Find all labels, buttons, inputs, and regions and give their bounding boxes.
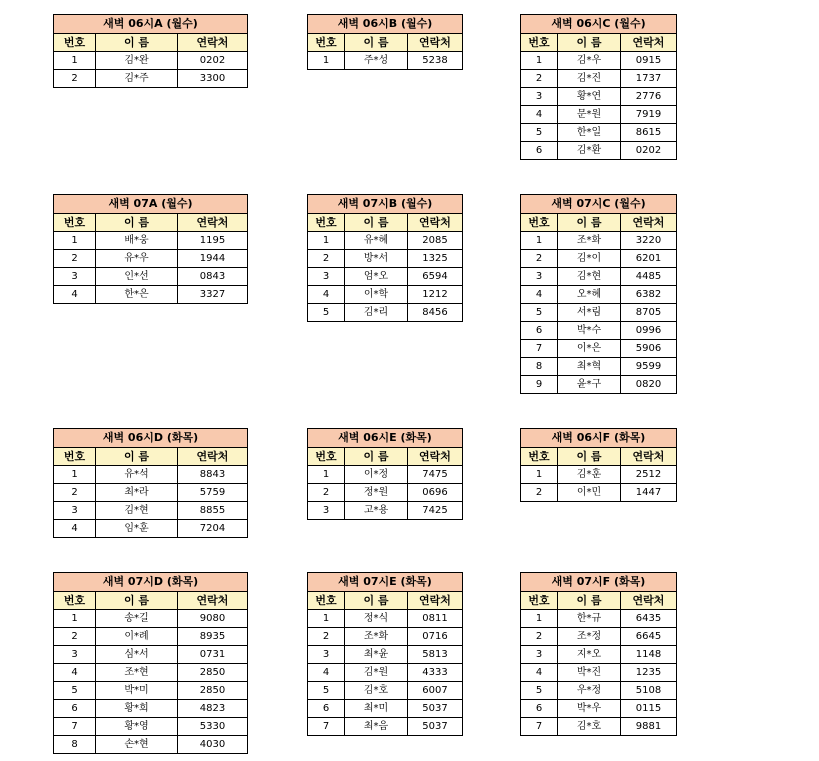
cell-name: 한*규 xyxy=(558,610,621,628)
header-contact: 연락처 xyxy=(621,592,677,610)
cell-name: 김*훈 xyxy=(558,466,621,484)
cell-number: 1 xyxy=(521,232,558,250)
cell-contact: 7425 xyxy=(408,502,463,520)
class-table xyxy=(53,14,248,88)
table-row xyxy=(308,718,463,736)
cell-contact: 4823 xyxy=(178,700,248,718)
table-row xyxy=(308,250,463,268)
header-contact: 연락처 xyxy=(408,448,463,466)
cell-name: 김*현 xyxy=(558,268,621,286)
cell-number: 3 xyxy=(54,502,96,520)
table-row xyxy=(54,628,248,646)
cell-number: 7 xyxy=(54,718,96,736)
cell-number: 3 xyxy=(521,88,558,106)
cell-name: 김*원 xyxy=(345,664,408,682)
table-row xyxy=(521,52,677,70)
header-name: 이 름 xyxy=(96,214,178,232)
cell-contact: 5238 xyxy=(408,52,463,70)
class-title: 새벽 06시B (월수) xyxy=(308,15,463,34)
table-row xyxy=(521,358,677,376)
class-table xyxy=(307,14,463,70)
cell-name: 최*윤 xyxy=(345,646,408,664)
table-row xyxy=(54,682,248,700)
class-title: 새벽 07시E (화목) xyxy=(308,573,463,592)
header-contact: 연락처 xyxy=(621,448,677,466)
cell-name: 손*현 xyxy=(96,736,178,754)
table-row xyxy=(54,736,248,754)
table-row xyxy=(54,646,248,664)
table-row xyxy=(54,700,248,718)
header-contact: 연락처 xyxy=(408,34,463,52)
table-row xyxy=(54,268,248,286)
cell-contact: 1212 xyxy=(408,286,463,304)
cell-name: 이*학 xyxy=(345,286,408,304)
cell-name: 송*길 xyxy=(96,610,178,628)
header-name: 이 름 xyxy=(558,214,621,232)
table-row xyxy=(54,520,248,538)
cell-number: 4 xyxy=(521,286,558,304)
cell-contact: 0820 xyxy=(621,376,677,394)
table-row xyxy=(521,340,677,358)
cell-name: 박*우 xyxy=(558,700,621,718)
cell-name: 김*현 xyxy=(96,502,178,520)
class-title: 새벽 07시D (화목) xyxy=(54,573,248,592)
table-row xyxy=(308,466,463,484)
cell-name: 우*정 xyxy=(558,682,621,700)
cell-name: 김*주 xyxy=(96,70,178,88)
cell-name: 이*정 xyxy=(345,466,408,484)
cell-number: 4 xyxy=(521,664,558,682)
cell-contact: 5037 xyxy=(408,718,463,736)
table-row xyxy=(521,322,677,340)
class-table xyxy=(520,194,677,394)
cell-number: 2 xyxy=(521,628,558,646)
header-name: 이 름 xyxy=(345,592,408,610)
table-row xyxy=(308,304,463,322)
cell-number: 7 xyxy=(521,718,558,736)
table-row xyxy=(54,466,248,484)
cell-contact: 3327 xyxy=(178,286,248,304)
class-title: 새벽 07A (월수) xyxy=(54,195,248,214)
cell-name: 배*웅 xyxy=(96,232,178,250)
cell-number: 7 xyxy=(308,718,345,736)
cell-number: 2 xyxy=(54,70,96,88)
cell-contact: 8855 xyxy=(178,502,248,520)
cell-name: 유*석 xyxy=(96,466,178,484)
cell-contact: 8456 xyxy=(408,304,463,322)
class-title: 새벽 06시E (화목) xyxy=(308,429,463,448)
table-row xyxy=(54,664,248,682)
cell-name: 최*미 xyxy=(345,700,408,718)
cell-number: 3 xyxy=(54,268,96,286)
cell-name: 황*영 xyxy=(96,718,178,736)
header-name: 이 름 xyxy=(558,448,621,466)
cell-name: 한*일 xyxy=(558,124,621,142)
header-contact: 연락처 xyxy=(178,214,248,232)
header-number: 번호 xyxy=(54,592,96,610)
cell-name: 주*성 xyxy=(345,52,408,70)
cell-contact: 0915 xyxy=(621,52,677,70)
header-name: 이 름 xyxy=(345,448,408,466)
cell-contact: 0696 xyxy=(408,484,463,502)
cell-contact: 5759 xyxy=(178,484,248,502)
cell-name: 엄*오 xyxy=(345,268,408,286)
cell-name: 김*리 xyxy=(345,304,408,322)
cell-name: 최*음 xyxy=(345,718,408,736)
header-number: 번호 xyxy=(308,214,345,232)
cell-name: 문*원 xyxy=(558,106,621,124)
table-row xyxy=(308,700,463,718)
cell-contact: 0202 xyxy=(621,142,677,160)
cell-number: 3 xyxy=(308,268,345,286)
table-row xyxy=(308,664,463,682)
cell-number: 4 xyxy=(54,520,96,538)
table-row xyxy=(54,502,248,520)
table-row xyxy=(521,268,677,286)
cell-number: 1 xyxy=(54,466,96,484)
cell-number: 9 xyxy=(521,376,558,394)
header-number: 번호 xyxy=(521,592,558,610)
cell-number: 3 xyxy=(521,268,558,286)
cell-number: 3 xyxy=(521,646,558,664)
cell-contact: 1447 xyxy=(621,484,677,502)
cell-contact: 1737 xyxy=(621,70,677,88)
cell-contact: 1195 xyxy=(178,232,248,250)
table-row xyxy=(308,628,463,646)
cell-number: 4 xyxy=(54,664,96,682)
class-table xyxy=(520,14,677,160)
cell-name: 황*연 xyxy=(558,88,621,106)
class-title: 새벽 07시F (화목) xyxy=(521,573,677,592)
cell-number: 8 xyxy=(54,736,96,754)
cell-contact: 2512 xyxy=(621,466,677,484)
cell-contact: 9080 xyxy=(178,610,248,628)
cell-number: 3 xyxy=(54,646,96,664)
cell-contact: 2085 xyxy=(408,232,463,250)
table-row xyxy=(521,250,677,268)
table-row xyxy=(521,232,677,250)
header-number: 번호 xyxy=(54,448,96,466)
cell-contact: 6645 xyxy=(621,628,677,646)
cell-name: 방*서 xyxy=(345,250,408,268)
table-row xyxy=(521,718,677,736)
cell-number: 1 xyxy=(54,610,96,628)
class-table xyxy=(53,194,248,304)
cell-number: 2 xyxy=(54,628,96,646)
class-table xyxy=(520,572,677,736)
cell-number: 6 xyxy=(521,322,558,340)
cell-name: 조*화 xyxy=(345,628,408,646)
class-title: 새벽 07시C (월수) xyxy=(521,195,677,214)
cell-number: 8 xyxy=(521,358,558,376)
header-name: 이 름 xyxy=(96,34,178,52)
table-row xyxy=(521,628,677,646)
table-row xyxy=(308,502,463,520)
cell-number: 5 xyxy=(308,682,345,700)
header-name: 이 름 xyxy=(558,592,621,610)
cell-number: 1 xyxy=(308,52,345,70)
table-row xyxy=(308,286,463,304)
cell-name: 심*서 xyxy=(96,646,178,664)
cell-name: 임*훈 xyxy=(96,520,178,538)
cell-number: 2 xyxy=(308,250,345,268)
cell-name: 박*진 xyxy=(558,664,621,682)
cell-number: 2 xyxy=(521,484,558,502)
class-table xyxy=(307,194,463,322)
cell-contact: 8935 xyxy=(178,628,248,646)
cell-contact: 7204 xyxy=(178,520,248,538)
cell-contact: 0716 xyxy=(408,628,463,646)
cell-number: 2 xyxy=(521,70,558,88)
cell-contact: 2850 xyxy=(178,682,248,700)
cell-number: 2 xyxy=(308,628,345,646)
cell-contact: 7919 xyxy=(621,106,677,124)
cell-contact: 5330 xyxy=(178,718,248,736)
cell-name: 이*민 xyxy=(558,484,621,502)
header-number: 번호 xyxy=(54,34,96,52)
cell-contact: 3220 xyxy=(621,232,677,250)
cell-number: 5 xyxy=(521,682,558,700)
header-name: 이 름 xyxy=(345,214,408,232)
cell-number: 4 xyxy=(308,286,345,304)
class-table xyxy=(53,428,248,538)
header-number: 번호 xyxy=(521,214,558,232)
cell-number: 1 xyxy=(54,232,96,250)
cell-name: 조*현 xyxy=(96,664,178,682)
cell-name: 김*우 xyxy=(558,52,621,70)
cell-number: 2 xyxy=(308,484,345,502)
cell-number: 6 xyxy=(54,700,96,718)
cell-name: 인*선 xyxy=(96,268,178,286)
class-table xyxy=(307,428,463,520)
header-contact: 연락처 xyxy=(408,592,463,610)
cell-contact: 4333 xyxy=(408,664,463,682)
cell-number: 4 xyxy=(54,286,96,304)
cell-contact: 5037 xyxy=(408,700,463,718)
cell-contact: 5813 xyxy=(408,646,463,664)
header-contact: 연락처 xyxy=(178,448,248,466)
header-number: 번호 xyxy=(308,448,345,466)
cell-contact: 3300 xyxy=(178,70,248,88)
cell-contact: 7475 xyxy=(408,466,463,484)
cell-name: 한*은 xyxy=(96,286,178,304)
cell-contact: 0115 xyxy=(621,700,677,718)
class-title: 새벽 06시F (화목) xyxy=(521,429,677,448)
table-row xyxy=(521,484,677,502)
cell-number: 3 xyxy=(308,502,345,520)
table-row xyxy=(521,664,677,682)
table-row xyxy=(54,718,248,736)
cell-number: 5 xyxy=(54,682,96,700)
table-row xyxy=(308,682,463,700)
cell-contact: 0996 xyxy=(621,322,677,340)
table-row xyxy=(521,646,677,664)
cell-name: 이*은 xyxy=(558,340,621,358)
header-contact: 연락처 xyxy=(178,34,248,52)
cell-number: 1 xyxy=(54,52,96,70)
cell-name: 김*완 xyxy=(96,52,178,70)
cell-name: 김*호 xyxy=(345,682,408,700)
header-number: 번호 xyxy=(54,214,96,232)
cell-number: 1 xyxy=(521,610,558,628)
table-row xyxy=(308,52,463,70)
cell-name: 고*용 xyxy=(345,502,408,520)
header-number: 번호 xyxy=(521,34,558,52)
cell-contact: 2850 xyxy=(178,664,248,682)
cell-name: 유*우 xyxy=(96,250,178,268)
table-row xyxy=(308,484,463,502)
cell-contact: 1944 xyxy=(178,250,248,268)
header-name: 이 름 xyxy=(96,592,178,610)
cell-name: 윤*구 xyxy=(558,376,621,394)
cell-contact: 8705 xyxy=(621,304,677,322)
table-row xyxy=(521,142,677,160)
cell-contact: 4485 xyxy=(621,268,677,286)
table-row xyxy=(521,376,677,394)
table-row xyxy=(521,304,677,322)
table-row xyxy=(521,682,677,700)
cell-number: 1 xyxy=(521,466,558,484)
cell-contact: 9599 xyxy=(621,358,677,376)
cell-name: 황*희 xyxy=(96,700,178,718)
cell-number: 2 xyxy=(54,250,96,268)
cell-contact: 6435 xyxy=(621,610,677,628)
cell-contact: 5906 xyxy=(621,340,677,358)
cell-number: 1 xyxy=(521,52,558,70)
header-contact: 연락처 xyxy=(408,214,463,232)
header-name: 이 름 xyxy=(96,448,178,466)
cell-name: 정*원 xyxy=(345,484,408,502)
cell-number: 4 xyxy=(521,106,558,124)
cell-name: 서*림 xyxy=(558,304,621,322)
cell-number: 5 xyxy=(521,304,558,322)
table-row xyxy=(54,250,248,268)
cell-name: 김*호 xyxy=(558,718,621,736)
cell-name: 김*이 xyxy=(558,250,621,268)
class-title: 새벽 06시D (화목) xyxy=(54,429,248,448)
cell-number: 5 xyxy=(308,304,345,322)
cell-contact: 6007 xyxy=(408,682,463,700)
cell-name: 조*정 xyxy=(558,628,621,646)
cell-name: 유*혜 xyxy=(345,232,408,250)
cell-number: 4 xyxy=(308,664,345,682)
table-row xyxy=(54,52,248,70)
table-row xyxy=(308,646,463,664)
table-row xyxy=(54,610,248,628)
cell-number: 1 xyxy=(308,466,345,484)
table-row xyxy=(521,700,677,718)
cell-contact: 2776 xyxy=(621,88,677,106)
cell-number: 1 xyxy=(308,232,345,250)
header-contact: 연락처 xyxy=(621,34,677,52)
header-contact: 연락처 xyxy=(178,592,248,610)
cell-name: 김*진 xyxy=(558,70,621,88)
table-row xyxy=(54,484,248,502)
cell-number: 6 xyxy=(521,700,558,718)
cell-number: 5 xyxy=(521,124,558,142)
cell-contact: 9881 xyxy=(621,718,677,736)
cell-contact: 5108 xyxy=(621,682,677,700)
table-row xyxy=(521,88,677,106)
header-name: 이 름 xyxy=(345,34,408,52)
cell-contact: 6382 xyxy=(621,286,677,304)
cell-name: 지*오 xyxy=(558,646,621,664)
table-row xyxy=(308,610,463,628)
class-title: 새벽 06시A (월수) xyxy=(54,15,248,34)
cell-contact: 0731 xyxy=(178,646,248,664)
cell-number: 2 xyxy=(54,484,96,502)
cell-contact: 0202 xyxy=(178,52,248,70)
cell-contact: 4030 xyxy=(178,736,248,754)
cell-name: 이*례 xyxy=(96,628,178,646)
table-row xyxy=(521,286,677,304)
table-row xyxy=(308,232,463,250)
cell-contact: 1235 xyxy=(621,664,677,682)
table-row xyxy=(54,232,248,250)
cell-number: 3 xyxy=(308,646,345,664)
class-table xyxy=(307,572,463,736)
cell-contact: 0811 xyxy=(408,610,463,628)
header-number: 번호 xyxy=(521,448,558,466)
cell-contact: 6201 xyxy=(621,250,677,268)
class-title: 새벽 06시C (월수) xyxy=(521,15,677,34)
cell-name: 오*혜 xyxy=(558,286,621,304)
table-row xyxy=(54,286,248,304)
table-row xyxy=(521,106,677,124)
cell-contact: 1148 xyxy=(621,646,677,664)
cell-number: 1 xyxy=(308,610,345,628)
cell-contact: 8615 xyxy=(621,124,677,142)
cell-name: 박*수 xyxy=(558,322,621,340)
cell-name: 최*라 xyxy=(96,484,178,502)
cell-contact: 6594 xyxy=(408,268,463,286)
header-number: 번호 xyxy=(308,34,345,52)
header-number: 번호 xyxy=(308,592,345,610)
cell-contact: 0843 xyxy=(178,268,248,286)
class-title: 새벽 07시B (월수) xyxy=(308,195,463,214)
class-table xyxy=(53,572,248,754)
cell-name: 김*환 xyxy=(558,142,621,160)
table-row xyxy=(521,70,677,88)
table-row xyxy=(521,124,677,142)
cell-name: 박*미 xyxy=(96,682,178,700)
cell-number: 6 xyxy=(521,142,558,160)
class-table xyxy=(520,428,677,502)
table-row xyxy=(54,70,248,88)
table-row xyxy=(521,466,677,484)
cell-contact: 8843 xyxy=(178,466,248,484)
table-row xyxy=(308,268,463,286)
table-row xyxy=(521,610,677,628)
header-name: 이 름 xyxy=(558,34,621,52)
cell-name: 조*화 xyxy=(558,232,621,250)
cell-name: 최*혁 xyxy=(558,358,621,376)
cell-number: 6 xyxy=(308,700,345,718)
cell-number: 7 xyxy=(521,340,558,358)
cell-name: 정*식 xyxy=(345,610,408,628)
header-contact: 연락처 xyxy=(621,214,677,232)
cell-contact: 1325 xyxy=(408,250,463,268)
cell-number: 2 xyxy=(521,250,558,268)
